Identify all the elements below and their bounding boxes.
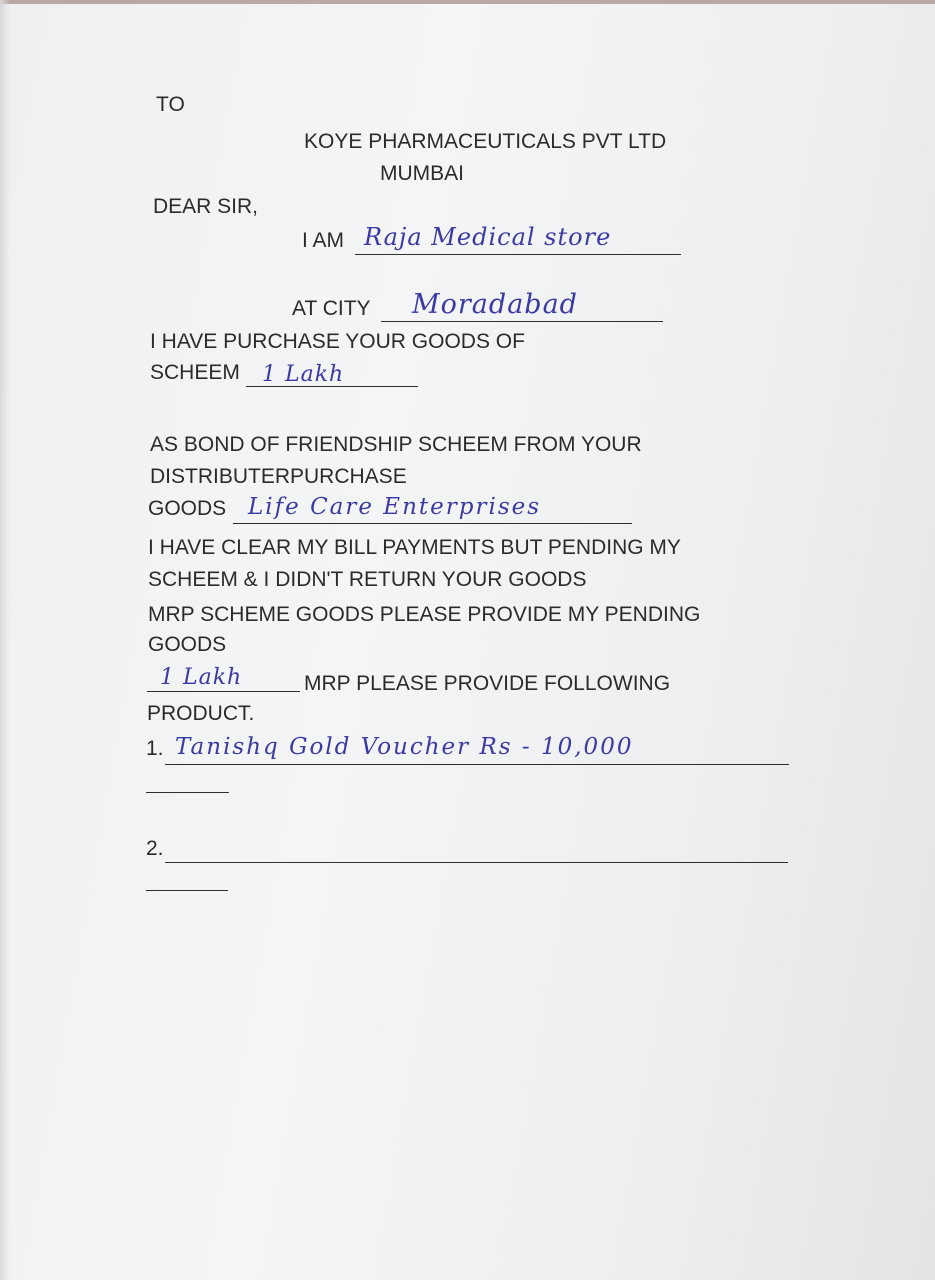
greeting: DEAR SIR, [153, 195, 259, 218]
item1-handwritten-value: Tanishq Gold Voucher Rs - 10,000 [175, 734, 634, 760]
pending-handwritten-value: 1 Lakh [160, 665, 243, 690]
return-line: SCHEEM & I DIDN'T RETURN YOUR GOODS [148, 568, 587, 591]
company-city: MUMBAI [380, 162, 464, 185]
bond-line: AS BOND OF FRIENDSHIP SCHEEM FROM YOUR [150, 433, 642, 456]
item2-continuation-line [146, 890, 228, 891]
item1-underline [165, 764, 789, 765]
clear-line: I HAVE CLEAR MY BILL PAYMENTS BUT PENDING MY [148, 536, 681, 559]
distributer-line: DISTRIBUTERPURCHASE [150, 465, 407, 488]
company-name: KOYE PHARMACEUTICALS PVT LTD [304, 130, 667, 153]
purchase-line: I HAVE PURCHASE YOUR GOODS OF [150, 330, 525, 353]
item1-number: 1. [146, 737, 164, 760]
at-city-underline [381, 321, 663, 322]
goods-underline [233, 523, 632, 524]
goods-handwritten-value: Life Care Enterprises [248, 494, 542, 520]
scheem-label: SCHEEM [150, 361, 240, 384]
iam-handwritten-value: Raja Medical store [364, 223, 612, 251]
top-edge [0, 0, 935, 4]
to-label: TO [156, 93, 185, 116]
item1-continuation-line [146, 792, 229, 793]
scheem-handwritten-value: 1 Lakh [262, 362, 345, 387]
left-edge-shadow [0, 0, 10, 1280]
mrp-line: MRP SCHEME GOODS PLEASE PROVIDE MY PENDING [148, 603, 701, 626]
at-city-handwritten-value: Moradabad [412, 289, 578, 320]
at-city-label: AT CITY [292, 297, 371, 320]
goods-word: GOODS [148, 633, 227, 656]
iam-label: I AM [302, 229, 345, 252]
iam-underline [355, 254, 681, 255]
item2-number: 2. [146, 837, 164, 860]
mrp-provide-line: MRP PLEASE PROVIDE FOLLOWING [304, 672, 671, 695]
item2-underline [165, 862, 788, 863]
goods-label: GOODS [148, 497, 227, 520]
product-line: PRODUCT. [147, 702, 255, 725]
